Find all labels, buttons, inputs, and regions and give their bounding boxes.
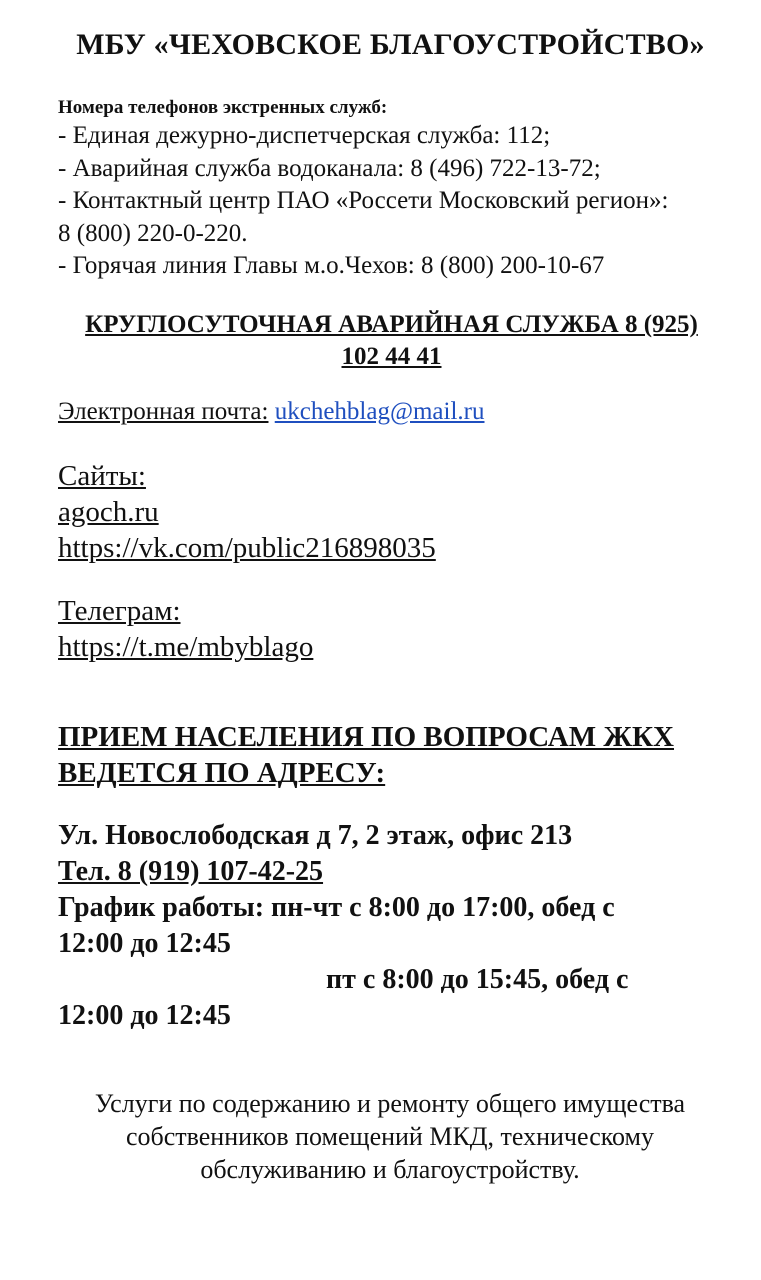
emergency-list (58, 120, 738, 283)
emergency-line: - Единая дежурно-диспетчерская служба: 112; (58, 122, 551, 149)
schedule-line: График работы: пн-чт с 8:00 до 17:00, обед с (58, 892, 615, 923)
emergency-line: - Аварийная служба водоканала: 8 (496) 722-13-72; (58, 154, 601, 182)
hotline-line: КРУГЛОСУТОЧНАЯ АВАРИЙНАЯ СЛУЖБА 8 (925) (85, 311, 698, 338)
site-link[interactable]: https://vk.com/public216898035 (58, 532, 436, 564)
emergency-heading: Номера телефонов экстренных служб: (58, 97, 388, 118)
hotline-block (40, 309, 743, 373)
office-info (58, 818, 748, 1034)
office-phone[interactable]: Тел. 8 (919) 107-42-25 (58, 856, 324, 887)
emergency-line: - Контактный центр ПАО «Россети Московский регион»: (58, 187, 669, 214)
reception-line: ВЕДЕТСЯ ПО АДРЕСУ: (58, 757, 386, 789)
sites-block (58, 458, 436, 566)
site-link[interactable]: agoch.ru (58, 496, 159, 528)
services-line: Услуги по содержанию и ремонту общего имущества (94, 1089, 686, 1118)
sites-label: Сайты: (58, 460, 146, 492)
email-link[interactable]: ukchehblag@mail.ru (274, 398, 485, 425)
office-address: Ул. Новослободская д 7, 2 этаж, офис 213 (58, 820, 573, 851)
services-line: собственников помещений МКД, техническому (125, 1122, 655, 1151)
schedule-line: 12:00 до 12:45 (58, 928, 231, 959)
email-label: Электронная почта: (58, 398, 269, 425)
telegram-label: Телеграм: (58, 595, 181, 627)
page-title: МБУ «ЧЕХОВСКОЕ БЛАГОУСТРОЙСТВО» (76, 28, 705, 61)
hotline-number: 102 44 41 (341, 343, 442, 370)
reception-heading (58, 719, 738, 791)
schedule-line: 12:00 до 12:45 (58, 1000, 231, 1031)
telegram-link[interactable]: https://t.me/mbyblago (58, 631, 314, 663)
email-row (58, 398, 485, 426)
reception-line: ПРИЕМ НАСЕЛЕНИЯ ПО ВОПРОСАМ ЖКХ (58, 721, 674, 753)
emergency-line: - Горячая линия Главы м.о.Чехов: 8 (800) 200-10-67 (58, 252, 605, 279)
schedule-line: пт с 8:00 до 15:45, обед с (326, 964, 629, 995)
emergency-line: 8 (800) 220-0-220. (58, 219, 248, 247)
services-text (40, 1087, 740, 1186)
services-line: обслуживанию и благоустройству. (200, 1155, 580, 1184)
telegram-block (58, 593, 313, 665)
